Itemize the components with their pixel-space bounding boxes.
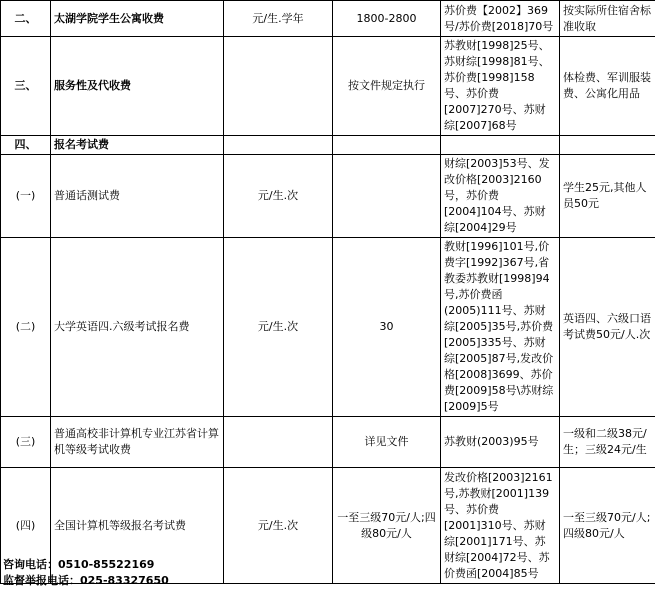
unit: 元/生.次	[224, 238, 333, 417]
remark: 按实际所住宿舍标准收取	[560, 1, 655, 37]
unit	[224, 136, 333, 155]
remark: 学生25元,其他人员50元	[560, 155, 655, 238]
unit: 元/生.次	[224, 155, 333, 238]
standard: 按文件规定执行	[333, 37, 441, 136]
basis: 苏教财(2003)95号	[441, 417, 560, 468]
standard: 30	[333, 238, 441, 417]
unit: 元/生.学年	[224, 1, 333, 37]
row-number: 二、	[1, 1, 51, 37]
remark: 一至三级70元/人;四级80元/人	[560, 468, 655, 584]
standard	[333, 136, 441, 155]
basis: 苏价费【2002】369号/苏价费[2018]70号	[441, 1, 560, 37]
basis	[441, 136, 560, 155]
consult-phone: 咨询电话：0510-85522169	[3, 558, 155, 571]
standard: 一至三级70元/人;四级80元/人	[333, 468, 441, 584]
unit	[224, 37, 333, 136]
table-row	[1, 1, 655, 37]
item-name: 全国计算机等级报名考试费	[51, 468, 224, 584]
row-number: (三)	[1, 417, 51, 468]
contact-footer	[3, 557, 169, 589]
row-number: (四)	[1, 468, 51, 584]
table-row	[1, 136, 655, 155]
item-name: 太湖学院学生公寓收费	[51, 1, 224, 37]
row-number: (二)	[1, 238, 51, 417]
table-row	[1, 37, 655, 136]
basis: 发改价格[2003]2161号,苏教财[2001]139号、苏价费[2001]310号、苏财综[2001]171号、苏财综[2004]72号、苏价费函[2004]85号	[441, 468, 560, 584]
table-row	[1, 155, 655, 238]
remark: 英语四、六级口语考试费50元/人.次	[560, 238, 655, 417]
row-number: 三、	[1, 37, 51, 136]
item-name: 大学英语四.六级考试报名费	[51, 238, 224, 417]
unit	[224, 417, 333, 468]
unit: 元/生.次	[224, 468, 333, 584]
standard: 1800-2800	[333, 1, 441, 37]
item-name: 服务性及代收费	[51, 37, 224, 136]
standard: 详见文件	[333, 417, 441, 468]
table-row	[1, 417, 655, 468]
basis: 苏教财[1998]25号、苏财综[1998]81号、苏价费[1998]158号、苏价费[2007]270号、苏财综[2007]68号	[441, 37, 560, 136]
table-row	[1, 238, 655, 417]
row-number: (一)	[1, 155, 51, 238]
basis: 财综[2003]53号、发改价格[2003]2160号，苏价费[2004]104号、苏财综[2004]29号	[441, 155, 560, 238]
row-number: 四、	[1, 136, 51, 155]
report-phone: 监督举报电话：025-83327650	[3, 574, 169, 587]
remark: 体检费、军训服装费、公寓化用品	[560, 37, 655, 136]
remark	[560, 136, 655, 155]
item-name: 报名考试费	[51, 136, 224, 155]
item-name: 普通话测试费	[51, 155, 224, 238]
remark: 一级和二级38元/生；三级24元/生	[560, 417, 655, 468]
basis: 教财[1996]101号,价费字[1992]367号,省教委苏教财[1998]94号,苏价费函(2005)111号、苏财综[2005]35号,苏价费[2005]335号、苏财综[2005]87号,发改价格[2008]3699、苏价费[2009]58号\苏财综[2009]5号	[441, 238, 560, 417]
item-name: 普通高校非计算机专业江苏省计算机等级考试收费	[51, 417, 224, 468]
standard	[333, 155, 441, 238]
